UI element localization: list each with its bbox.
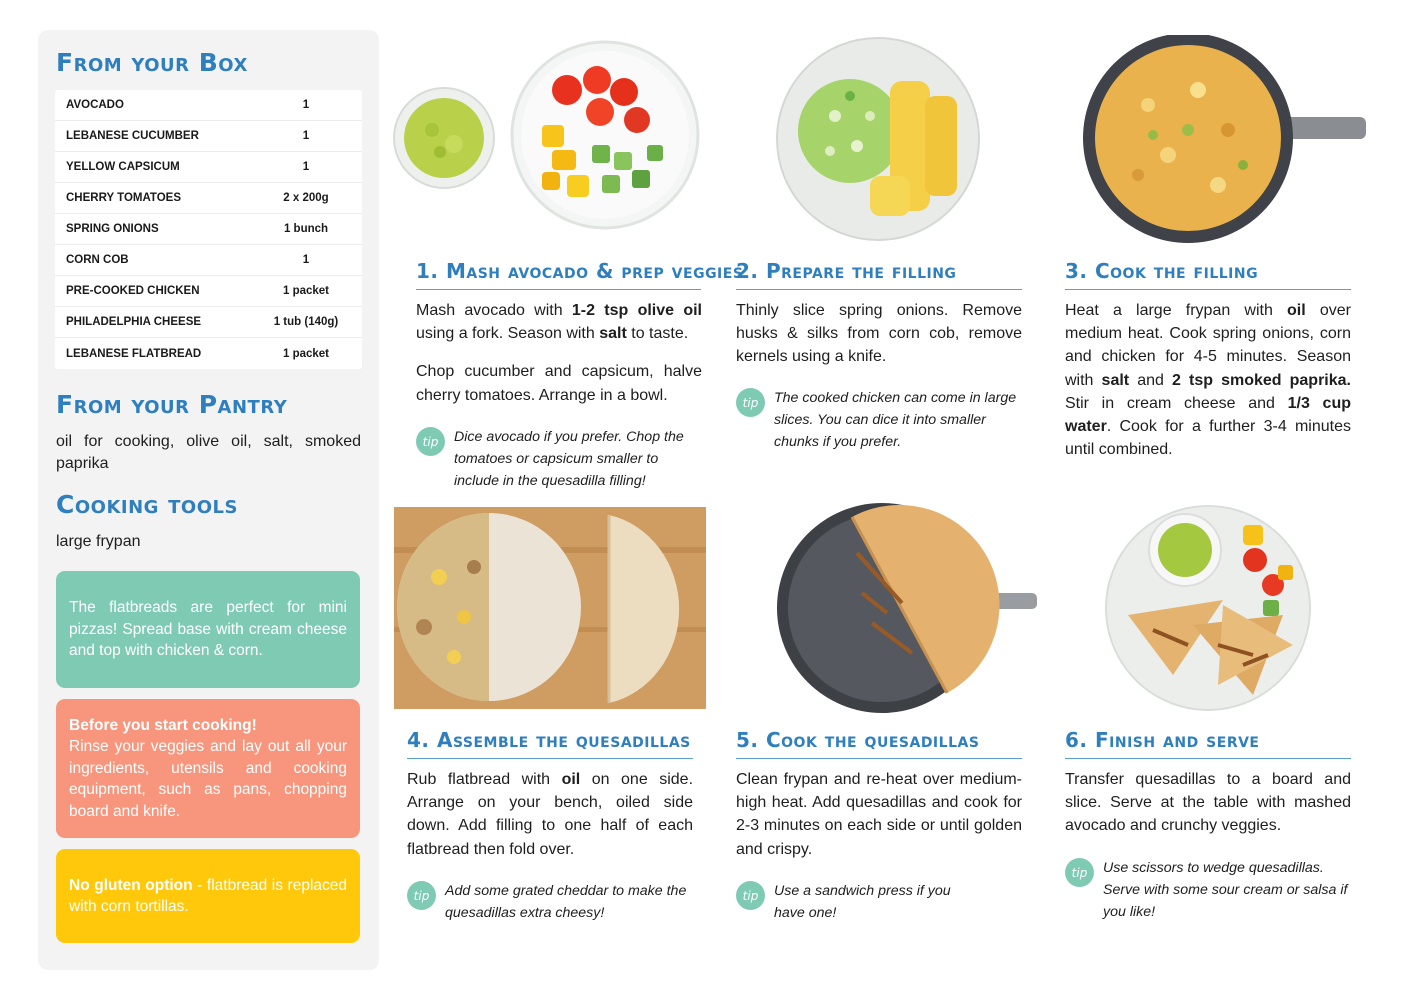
ingredient-qty: 1 packet (282, 285, 330, 297)
tools-text: large frypan (56, 533, 141, 550)
table-row (55, 276, 362, 307)
step4-tip (407, 881, 693, 925)
step4-body: Rub flatbread with oil on one side. Arrange on your bench, oiled side down. Add filling to one half of each flatbread then fold over. (407, 771, 694, 858)
gluten-option-card (56, 849, 360, 943)
table-row (55, 245, 362, 276)
card-text: - flatbread is replaced with corn tortillas. (69, 876, 348, 915)
table-row (55, 338, 362, 369)
before-cooking-card (56, 699, 360, 838)
step6-body: Transfer quesadillas to a board and slice. Serve at the table with mashed avocado and crunchy veggies. (1065, 771, 1351, 835)
ingredient-name: PHILADELPHIA CHEESE (66, 316, 202, 328)
card-text: Rinse your veggies and lay out all your ingredients, utensils and cooking equipment, such as pans, chopping board and knife. (69, 738, 347, 820)
ingredient-name: YELLOW CAPSICUM (66, 161, 180, 173)
step5-body: Clean frypan and re-heat over medium-high heat. Add quesadillas and cook for 2-3 minutes on each side or until golden and crispy. (736, 771, 1022, 858)
card-title: Before you start cooking! (69, 716, 257, 734)
table-row (55, 214, 362, 245)
tip-card-pizza (56, 571, 360, 688)
step2-body: Thinly slice spring onions. Remove husks & silks from corn cob, remove kernels using a knife. (736, 302, 1022, 366)
step3-photo (1078, 35, 1368, 245)
step5-photo (752, 503, 1042, 713)
tip-badge-icon: tip (407, 881, 436, 910)
table-row (55, 152, 362, 183)
tip-text: Use a sandwich press if you have one! (774, 883, 951, 921)
table-row (55, 307, 362, 338)
ingredient-name: LEBANESE CUCUMBER (66, 130, 199, 142)
step6-title: 6. Finish and serve (1065, 728, 1351, 759)
sidebar (38, 30, 379, 970)
box-ingredients-table (55, 90, 362, 369)
step3-body: Heat a large frypan with oil over medium heat. Cook spring onions, corn and chicken for 4-5 minutes. Season with salt and 2 tsp smoked paprika. Stir in cream cheese and 1/3 cup water. Cook for a further 3-4 minutes until combined. (1065, 302, 1351, 459)
ingredient-name: AVOCADO (66, 99, 124, 111)
avocado-dip-image (1149, 514, 1221, 586)
ingredient-name: PRE-COOKED CHICKEN (66, 285, 200, 297)
ingredient-qty: 1 packet (282, 347, 330, 360)
ingredient-name: SPRING ONIONS (66, 223, 159, 235)
step1-body: Mash avocado with 1-2 tsp olive oil using a fork. Season with salt to taste. Chop cucumber and capsicum, halve cherry tomatoes. Arrange in a bowl. (416, 302, 702, 404)
pantry-text: oil for cooking, olive oil, salt, smoked paprika (56, 433, 361, 472)
tip-badge-icon: tip (1065, 858, 1094, 887)
tip-text: Use scissors to wedge quesadillas. Serve with some sour cream or salsa if you like! (1103, 860, 1348, 920)
spring-onion-image (798, 79, 902, 183)
ingredient-qty: 1 bunch (283, 223, 329, 235)
ingredient-qty: 1 (302, 130, 310, 142)
table-row (55, 121, 362, 152)
ingredient-name: CHERRY TOMATOES (66, 192, 182, 204)
ingredient-qty: 1 tub (140g) (273, 316, 339, 328)
table-row (55, 90, 362, 121)
table-row (55, 183, 362, 214)
step4-title: 4. Assemble the quesadillas (407, 728, 693, 759)
step3-title: 3. Cook the filling (1065, 259, 1351, 290)
veggie-bowl-image (512, 42, 698, 228)
step2-title: 2. Prepare the filling (736, 259, 1022, 290)
step1-photo (392, 40, 707, 240)
tip-card-text: The flatbreads are perfect for mini pizzas! Spread base with cream cheese and top with chicken & corn. (69, 599, 347, 660)
ingredient-qty: 1 (302, 254, 310, 266)
pantry-heading: From your Pantry (56, 390, 288, 419)
step2-tip (736, 388, 1022, 453)
tip-badge-icon: tip (736, 388, 765, 417)
step5-tip (736, 881, 966, 925)
ingredient-qty: 1 (302, 161, 310, 173)
ingredient-qty: 1 (302, 99, 310, 111)
step1-title: 1. Mash avocado & prep veggies (416, 259, 701, 290)
ingredient-qty: 2 x 200g (283, 192, 329, 204)
tip-badge-icon: tip (736, 881, 765, 910)
tip-text: Dice avocado if you prefer. Chop the tomatoes or capsicum smaller to include in the quesadilla filling! (454, 429, 684, 489)
avocado-bowl-image (394, 88, 494, 188)
flatbread-filled-image (397, 513, 581, 701)
tools-heading: Cooking tools (56, 490, 238, 519)
step6-photo (1103, 505, 1318, 715)
step2-photo (775, 36, 985, 246)
from-box-heading: From your Box (56, 48, 248, 77)
step1-tip (416, 427, 706, 492)
ingredient-name: LEBANESE FLATBREAD (66, 347, 202, 360)
tip-text: The cooked chicken can come in large slices. You can dice it into smaller chunks if you prefer. (774, 390, 1017, 450)
ingredient-name: CORN COB (66, 254, 129, 266)
tip-badge-icon: tip (416, 427, 445, 456)
step5-title: 5. Cook the quesadillas (736, 728, 1022, 759)
step6-tip (1065, 858, 1355, 923)
tip-text: Add some grated cheddar to make the quesadillas extra cheesy! (445, 883, 687, 921)
step4-photo (394, 507, 706, 709)
card-title: No gluten option (69, 876, 193, 894)
